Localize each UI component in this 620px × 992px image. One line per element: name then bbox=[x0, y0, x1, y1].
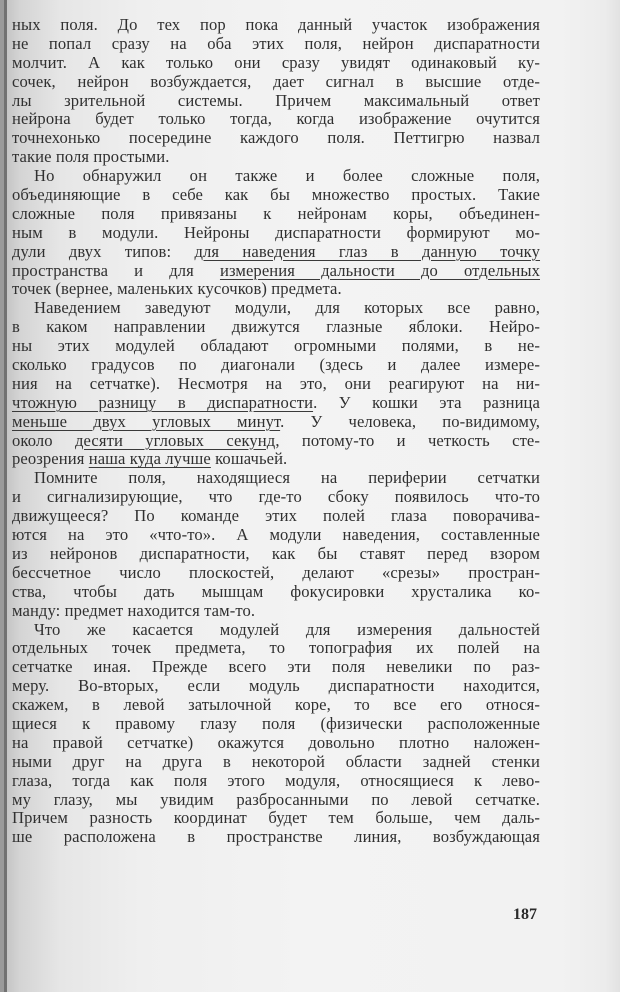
text-line: из нейронов диспаратности, как бы ставят перед взором bbox=[12, 543, 540, 563]
text-line: пространства и для измерения дальности до отдельных bbox=[12, 260, 540, 280]
underlined-phrase: для наведения глаз в данную точку bbox=[194, 241, 541, 261]
text-line: и сигнализирующие, что где-то сбоку появилось что-то bbox=[12, 487, 540, 507]
text-line: сколько градусов по диагонали (здесь и далее измере- bbox=[12, 355, 540, 375]
text-line: манду: предмет находится там-то. bbox=[12, 600, 256, 620]
text-line: объединяющие в себе как бы множество простых. Такие bbox=[12, 185, 540, 205]
underlined-phrase: чтожную разницу в диспаратности bbox=[12, 392, 314, 412]
text-line: меньше двух угловых минут. У человека, по-видимому, bbox=[12, 411, 540, 431]
text-line: дули двух типов: для наведения глаз в данную точку bbox=[12, 241, 541, 261]
text-line: нейрона будет только тогда, когда изображение очутится bbox=[12, 109, 540, 129]
text-line: точнехонько посередине каждого поля. Петтигрю назвал bbox=[12, 128, 540, 148]
text-line: на правой сетчатке) окажутся довольно плотно наложен- bbox=[12, 732, 540, 752]
text-line: Но обнаружил он также и более сложные поля, bbox=[34, 166, 540, 186]
text-line: движущееся? По команде этих полей глаза поворачива- bbox=[12, 506, 540, 526]
text-line: точек (вернее, маленьких кусочков) предмета. bbox=[12, 279, 342, 299]
text-line: реозрения наша куда лучше кошачьей. bbox=[12, 449, 288, 469]
text-line: чтожную разницу в диспаратности. У кошки эта разница bbox=[12, 392, 540, 412]
book-binding-edge bbox=[4, 0, 7, 992]
text-line: скажем, в левой затылочной коре, то все его относя- bbox=[12, 695, 540, 715]
text-line: му глазу, мы увидим разбросанными по левой сетчатке. bbox=[12, 789, 540, 809]
text-line: ства, чтобы дать мышцам фокусировки хрусталика ко- bbox=[12, 581, 540, 601]
text-line: сочек, нейрон возбуждается, дает сигнал в высшие отде- bbox=[12, 71, 540, 91]
text-line: щиеся к правому глазу поля (физически расположенные bbox=[12, 713, 540, 733]
text-line: ния на сетчатке). Несмотря на это, они реагируют на ни- bbox=[12, 373, 540, 393]
text-line: ных поля. До тех пор пока данный участок изображения bbox=[12, 15, 540, 34]
text-line: такие поля простыми. bbox=[12, 147, 170, 167]
underlined-phrase: измерения дальности до отдельных bbox=[219, 260, 540, 280]
text-line: не попал сразу на оба этих поля, нейрон диспаратности bbox=[12, 33, 540, 53]
text-line: ными друг на друга в некоторой области задней стенки bbox=[12, 751, 540, 771]
underlined-phrase: меньше двух угловых минут bbox=[12, 411, 281, 431]
text-line: ше расположена в пространстве линия, возбуждающая bbox=[12, 827, 540, 847]
text-line: бессчетное число плоскостей, делают «срезы» простран- bbox=[12, 562, 540, 582]
text-line: ются на это «что-то». А модули наведения, составленные bbox=[12, 525, 540, 545]
text-line: меру. Во-вторых, если модуль диспаратности находится, bbox=[12, 676, 540, 696]
text-line: отдельных точек предмета, то топография их полей на bbox=[12, 638, 540, 658]
page-number: 187 bbox=[513, 906, 537, 923]
text-line: сложные поля привязаны к нейронам коры, объединен- bbox=[12, 203, 540, 223]
text-line: Наведением заведуют модули, для которых все равно, bbox=[34, 298, 540, 318]
text-line: лы зрительной системы. Причем максимальный ответ bbox=[12, 90, 540, 110]
text-line: ны этих модулей обладают огромными полями, в не- bbox=[12, 336, 540, 356]
text-line: Причем разность координат будет тем больше, чем даль- bbox=[12, 808, 540, 828]
text-line: Что же касается модулей для измерения дальностей bbox=[34, 619, 540, 639]
text-line: Помните поля, находящиеся на периферии сетчатки bbox=[34, 468, 540, 488]
text-line: около десяти угловых секунд, потому-то и четкость сте- bbox=[12, 430, 541, 450]
text-line: ным в модули. Нейроны диспаратности формируют мо- bbox=[12, 222, 540, 242]
text-line: молчит. А как только они сразу увидят одинаковый ку- bbox=[12, 52, 540, 72]
underlined-phrase: наша куда лучше bbox=[88, 449, 211, 469]
text-line: сетчатке иная. Прежде всего эти поля невелики по раз- bbox=[12, 657, 540, 677]
underlined-phrase: десяти угловых секунд bbox=[74, 430, 276, 450]
page-body-text bbox=[12, 16, 540, 847]
text-line: в каком направлении движутся глазные яблоки. Нейро- bbox=[12, 317, 540, 337]
text-line: глаза, тогда как поля этого модуля, относящиеся к лево- bbox=[12, 770, 540, 790]
